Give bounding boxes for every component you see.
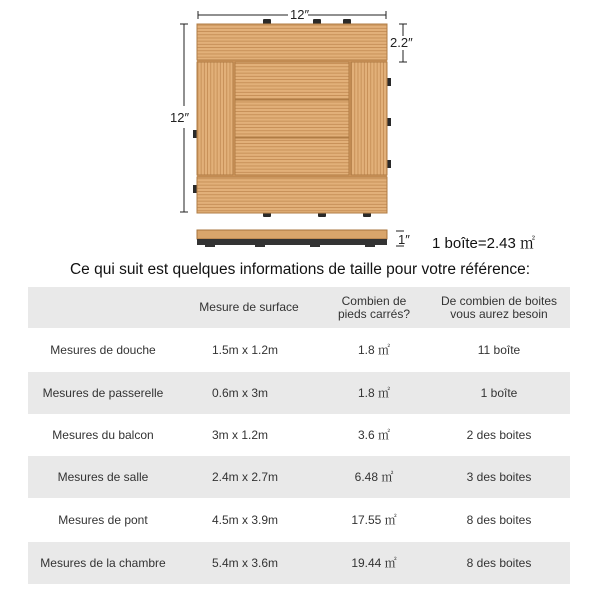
strip-width-label: 2.2″ xyxy=(390,35,413,50)
row-boxes: 2 des boites xyxy=(466,427,532,442)
box-area-label: 1 boîte=2.43 ㎡ xyxy=(432,235,535,252)
size-table xyxy=(28,287,570,584)
row-label: Mesures de salle xyxy=(57,469,149,484)
row-label: Mesures du balcon xyxy=(52,427,154,442)
row-square-feet: 19.44 ㎡ xyxy=(351,555,397,570)
row-surface: 4.5m x 3.9m xyxy=(212,512,279,527)
table-row xyxy=(28,498,570,542)
size-info-headline: Ce qui suit est quelques informations de taille pour votre référence: xyxy=(69,261,531,278)
tile-illustration xyxy=(0,0,600,258)
table-row xyxy=(28,456,570,498)
row-label: Mesures de pont xyxy=(58,512,148,527)
table-row xyxy=(28,328,570,372)
row-boxes: 8 des boites xyxy=(466,512,532,527)
row-surface: 1.5m x 1.2m xyxy=(212,342,279,357)
row-square-feet: 6.48 ㎡ xyxy=(354,469,394,484)
row-boxes: 8 des boites xyxy=(466,555,532,570)
table-row xyxy=(28,372,570,414)
row-square-feet: 1.8 ㎡ xyxy=(357,385,391,400)
tile-figure xyxy=(0,0,600,258)
row-boxes: 11 boîte xyxy=(477,342,521,357)
header-cell-square-feet: Combien de pieds carrés? xyxy=(337,293,411,321)
row-surface: 5.4m x 3.6m xyxy=(212,555,279,570)
row-square-feet: 1.8 ㎡ xyxy=(357,342,391,357)
tile-thickness-label: 1″ xyxy=(398,232,410,247)
row-square-feet: 17.55 ㎡ xyxy=(351,512,397,527)
table-row xyxy=(28,542,570,584)
row-label: Mesures de la chambre xyxy=(40,555,166,570)
tile-top-view xyxy=(197,24,387,213)
header-cell-blank xyxy=(28,287,178,328)
row-boxes: 3 des boites xyxy=(466,469,532,484)
row-label: Mesures de passerelle xyxy=(42,385,164,400)
row-square-feet: 3.6 ㎡ xyxy=(357,427,391,442)
table-row xyxy=(28,414,570,456)
tile-width-label: 12″ xyxy=(290,7,310,22)
row-label: Mesures de douche xyxy=(50,342,156,357)
row-surface: 3m x 1.2m xyxy=(212,427,269,442)
row-boxes: 1 boîte xyxy=(480,385,518,400)
header-cell-surface: Mesure de surface xyxy=(199,300,299,315)
row-surface: 0.6m x 3m xyxy=(212,385,269,400)
tile-side-profile xyxy=(197,230,387,247)
tile-height-label: 12″ xyxy=(170,110,190,125)
table-header-row xyxy=(28,287,570,328)
header-cell-boxes: De combien de boites vous aurez besoin xyxy=(440,293,558,321)
row-surface: 2.4m x 2.7m xyxy=(212,469,279,484)
